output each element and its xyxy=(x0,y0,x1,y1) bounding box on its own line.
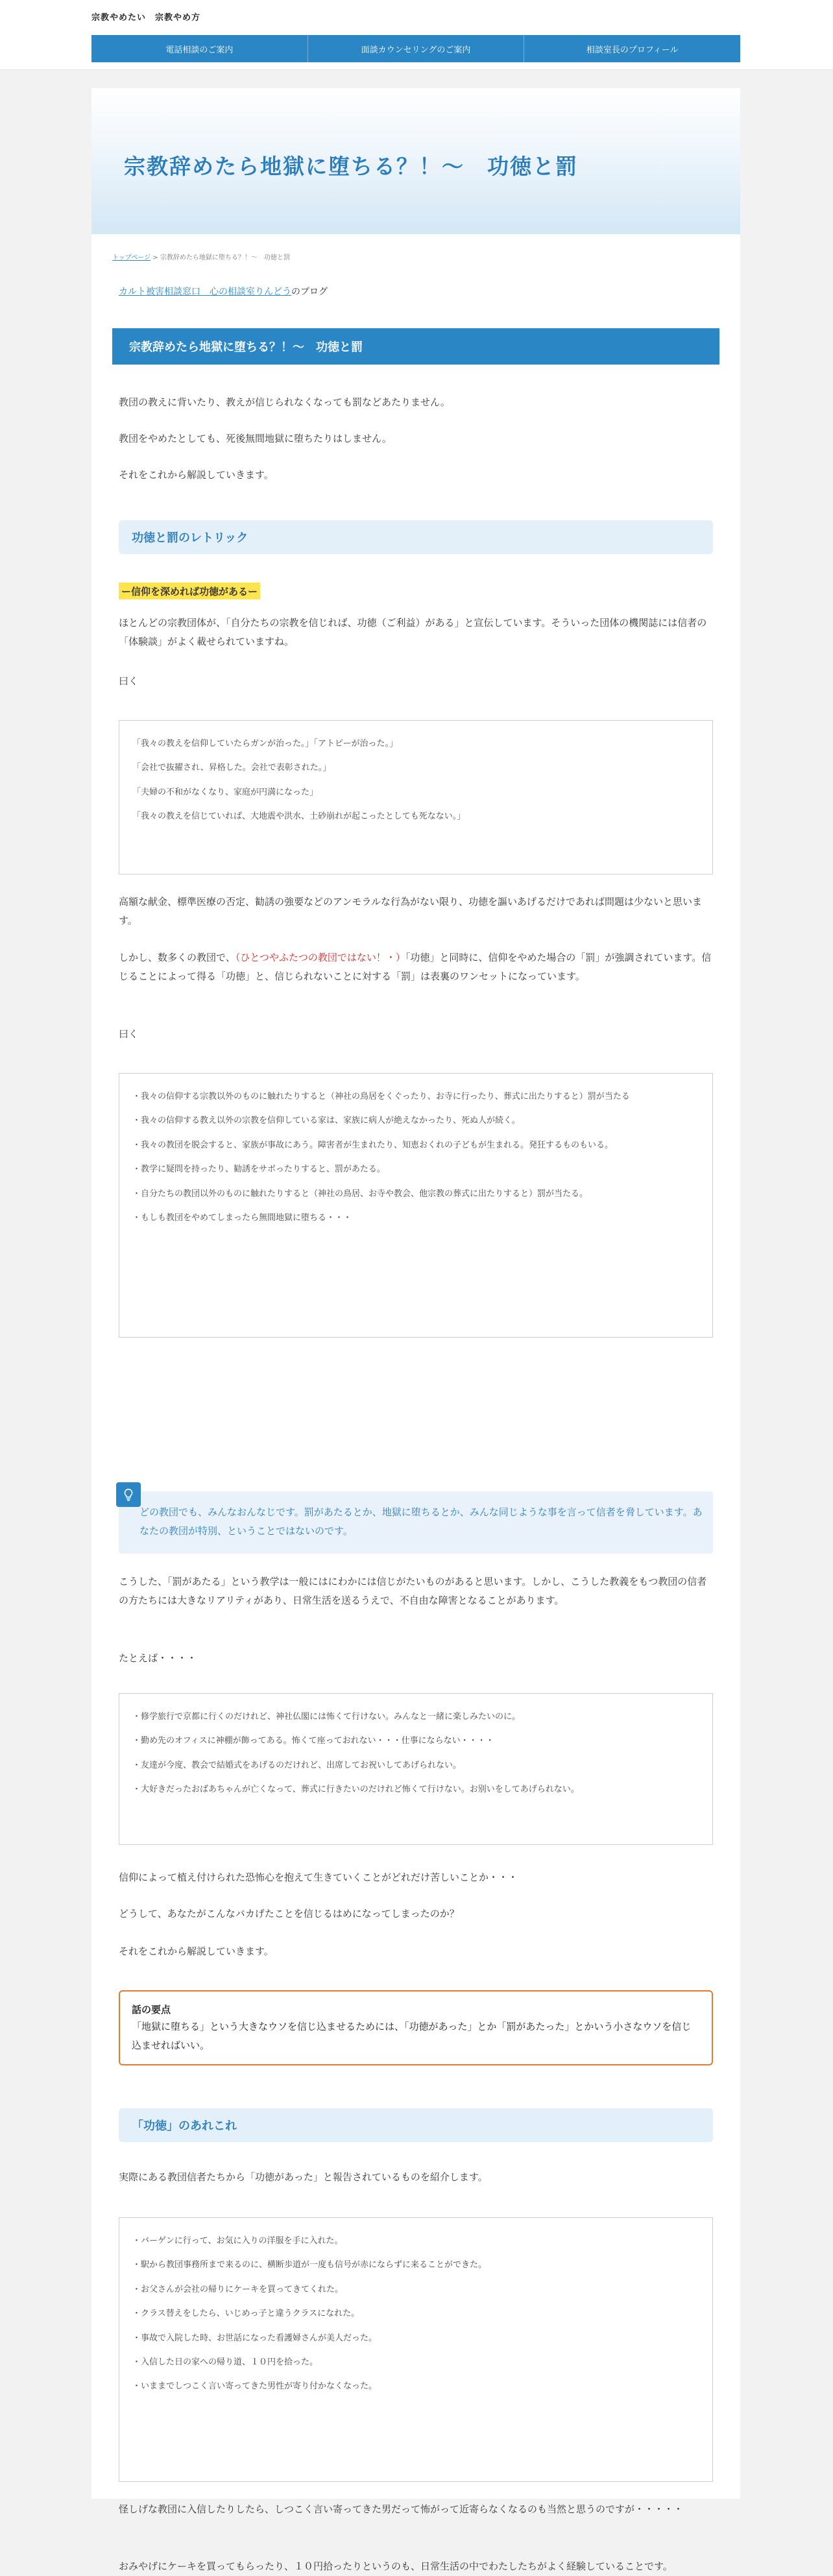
paragraph: たとえば・・・・ xyxy=(119,1652,197,1664)
paragraph xyxy=(119,948,713,987)
paragraph: それをこれから解説していきます。 xyxy=(119,1945,274,1957)
quote-box xyxy=(119,2217,713,2482)
paragraph: 曰く xyxy=(119,1028,139,1040)
quote-line: ・バーゲンに行って、お気に入りの洋服を手に入れた。 xyxy=(132,2236,343,2246)
quote-line: ・事故で入院した時、お世話になった看護婦さんが美人だった。 xyxy=(132,2333,378,2343)
blog-link[interactable]: カルト被害相談窓口 心の相談室りんどう xyxy=(119,287,291,297)
nav-item-profile[interactable]: 相談室長のプロフィール xyxy=(524,35,740,62)
intro-paragraph: 教団をやめたとしても、死後無間地獄に堕ちたりはしません。 xyxy=(119,433,392,444)
quote-line: ・入信した日の家への帰り道、１０円を拾った。 xyxy=(132,2357,319,2367)
nav-item-counseling[interactable]: 面談カウンセリングのご案内 xyxy=(308,35,524,62)
breadcrumb-current: > 宗教辞めたら地獄に堕ちる？！～ 功徳と罰 xyxy=(151,254,290,261)
quote-line: 「夫婦の不和がなくなり、家庭が円満になった」 xyxy=(132,787,319,797)
intro-paragraph: それをこれから解説していきます。 xyxy=(119,469,274,481)
paragraph-text: 「功徳」と同時に、信仰をやめた場合の「罰」が強調されています。信じることによって得る「功徳」と、信じられないことに対する「罰」は表裏のワンセットになっています。 xyxy=(119,952,712,983)
quote-line: 「我々の教えを信じていれば、大地震や洪水、土砂崩れが起こったとしても死なない。」 xyxy=(132,812,466,822)
quote-line: ・駅から教団事務所まで来るのに、横断歩道が一度も信号が赤にならずに来ることができた。 xyxy=(132,2260,487,2270)
quote-line: ・我々の教団を脱会すると、家族が事故にあう。障害者が生まれたり、知恵おくれの子どもが生まれる。発狂するものもいる。 xyxy=(132,1140,614,1150)
info-box xyxy=(119,1491,713,1554)
hero-banner xyxy=(91,88,740,234)
section-heading: 功徳と罰のレトリック xyxy=(119,520,713,554)
blog-suffix: のブログ xyxy=(291,287,328,297)
quote-line: ・もしも教団をやめてしまったら無間地獄に堕ちる・・・ xyxy=(132,1212,352,1223)
quote-line: 「会社で抜擢され、昇格した。会社で表彰された。」 xyxy=(132,763,332,773)
hero-title: 宗教辞めたら地獄に堕ちる？！～ 功徳と罰 xyxy=(124,154,578,179)
post-title: 宗教辞めたら地獄に堕ちる？！～ 功徳と罰 xyxy=(112,328,719,365)
paragraph-text: しかし、数多くの教団で、 xyxy=(119,952,235,963)
paragraph: どうして、あなたがこんなバカげたことを信じるはめになってしまったのか？ xyxy=(119,1908,459,1920)
info-text: どの教団でも、みんなおんなじです。罰があたるとか、地獄に堕ちるとか、みんな同じような事を言って信者を脅しています。あなたの教団が特別、ということではないのです。 xyxy=(139,1506,703,1537)
quote-line: ・クラス替えをしたら、いじめっ子と違うクラスになれた。 xyxy=(132,2309,360,2319)
quote-line: ・我々の信仰する宗教以外のものに触れたりすると（神社の鳥居をくぐったり、お寺に行ったり、葬式に出たりすると）罰が当たる xyxy=(132,1092,630,1101)
emphasis-text: （ひとつやふたつの教団ではない！・） xyxy=(235,952,405,963)
paragraph: 怪しげな教団に入信したりしたら、しつこく言い寄ってきた男だって怖がって近寄らなくなるのも当然と思うのですが・・・・・ xyxy=(119,2503,684,2515)
breadcrumb xyxy=(112,252,290,261)
quote-line: ・修学旅行で京都に行くのだけれど、神社仏閣には怖くて行けない。みんなと一緒に楽しみたいのに。 xyxy=(132,1712,521,1722)
quote-line: ・我々の信仰する教え以外の宗教を信仰している家は、家族に病人が絶えなかったり、死ぬ人が続く。 xyxy=(132,1116,520,1126)
paragraph: ほとんどの宗教団体が、「自分たちの宗教を信じれば、功徳（ご利益）がある」と宣伝しています。そういった団体の機関誌には信者の「体験談」がよく載せられていますね。 xyxy=(119,617,707,648)
key-point-title: 話の要点 xyxy=(132,2004,171,2016)
quote-line: ・いままでしつこく言い寄ってきた男性が寄り付かなくなった。 xyxy=(132,2381,378,2392)
quote-line: ・友達が今度、教会で結婚式をあげるのだけれど、出席してお祝いしてあげられない。 xyxy=(132,1760,462,1770)
quote-line: ・大好きだったおばあちゃんが亡くなって、葬式に行きたいのだけれど怖くて行けない。お别いをしてあげられない。 xyxy=(132,1785,579,1795)
main-content xyxy=(91,88,740,2572)
lightbulb-icon xyxy=(116,1482,141,1507)
global-nav xyxy=(91,35,740,62)
paragraph: 信仰によって植え付けられた恐怖心を抱えて生きていくことがどれだけ苦しいことか・・・ xyxy=(119,1872,518,1883)
quote-line: ・自分たちの教団以外のものに触れたりすると（神社の鳥居、お寺や教会、他宗教の葬式に出たりすると）罰が当たる。 xyxy=(132,1188,588,1199)
section-heading: 「功徳」のあれこれ xyxy=(119,2108,713,2142)
quote-box xyxy=(119,720,713,874)
site-header xyxy=(0,0,833,70)
quote-box xyxy=(119,1073,713,1338)
quote-box xyxy=(119,1693,713,1845)
nav-item-phone[interactable]: 電話相談のご案内 xyxy=(165,45,234,55)
site-title[interactable]: 宗教やめたい 宗教やめ方 xyxy=(91,13,201,23)
paragraph: 高額な献金、標準医療の否定、勧誘の強要などのアンモラルな行為がない限り、功徳を謳いあげるだけであれば問題は少ないと思います。 xyxy=(119,896,702,927)
marker-heading: ー信仰を深めれば功徳があるー xyxy=(119,583,260,599)
blog-line xyxy=(119,285,328,298)
paragraph: 実際にある教団信者たちから「功徳があった」と報告されているものを紹介します。 xyxy=(119,2171,488,2183)
breadcrumb-home-link[interactable]: トップページ xyxy=(112,254,151,261)
quote-line: 「我々の教えを信仰していたらガンが治った。」「アトピーが治った。」 xyxy=(132,739,398,749)
intro-paragraph: 教団の教えに背いたり、教えが信じられなくなっても罰などあたりません。 xyxy=(119,396,450,408)
paragraph: 曰く xyxy=(119,675,139,687)
quote-line: ・教学に疑問を持ったり、勧誘をサボったりすると、罰があたる。 xyxy=(132,1164,385,1175)
quote-line: ・勤め先のオフィスに神棚が飾ってある。怖くて座っておれない・・・仕事にならない・・・・ xyxy=(132,1736,494,1746)
key-point-box xyxy=(119,1990,713,2065)
paragraph: おみやげにケーキを買ってもらったり、１０円拾ったりというのも、日常生活の中でわたしたちがよく経験していることです。 xyxy=(119,2560,673,2572)
paragraph: こうした、「罰があたる」という教学は一般にはにわかには信じがたいものがあると思います。しかし、こうした教義をもつ教団の信者の方たちには大きなリアリティがあり、日常生活を送るうえで、不自由な障害となることがあります。 xyxy=(119,1576,707,1607)
quote-line: ・お父さんが会社の帰りにケーキを買ってきてくれた。 xyxy=(132,2284,344,2294)
key-point-text: 「地獄に堕ちる」という大きなウソを信じ込ませるためには、「功徳があった」とか「罰があたった」とかいう小さなウソを信じ込ませればいい。 xyxy=(132,2021,692,2051)
